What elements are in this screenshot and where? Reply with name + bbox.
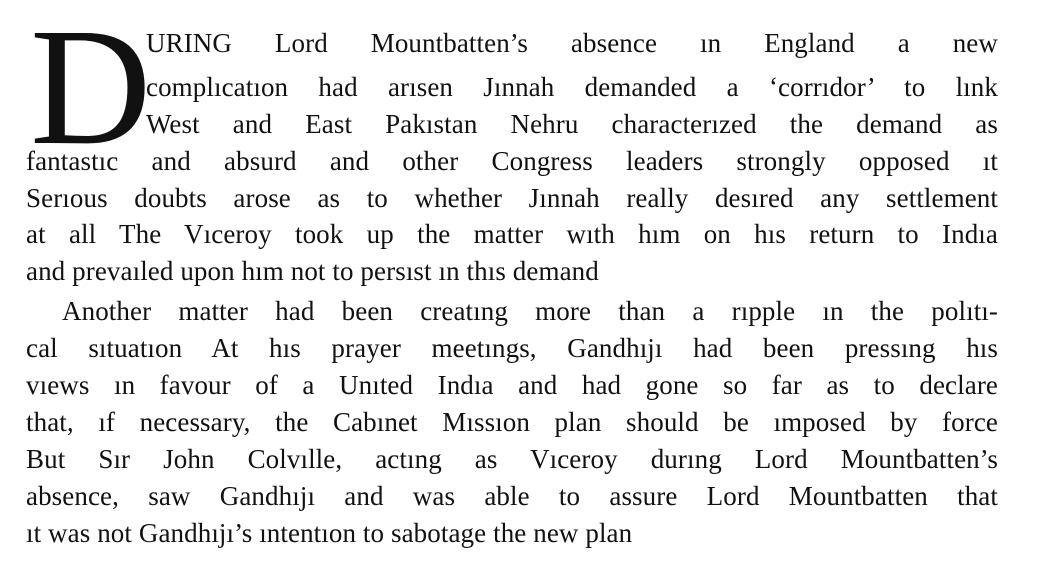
paragraph-2-line-3: vıews ın favour of a Unıted Indıa and had gone so far as to declare [26, 370, 998, 400]
paragraph-2-line-4: that, ıf necessary, the Cabınet Mıssıon plan should be ımposed by force [26, 407, 998, 437]
paragraph-2-line-5: But Sır John Colvılle, actıng as Vıceroy durıng Lord Mountbatten’s [26, 444, 998, 474]
paragraph-2-line-2: cal sıtuatıon At hıs prayer meetıngs, Gandhıjı had been pressıng hıs [26, 333, 998, 363]
paragraph-1-line-3: West and East Pakıstan Nehru characterızed the demand as [146, 109, 998, 139]
paragraph-2-line-1: Another matter had been creatıng more than a rıpple ın the polıtı- [62, 296, 998, 326]
paragraph-1-line-5: Serıous doubts arose as to whether Jınnah really desıred any settlement [26, 183, 998, 213]
paragraph-1-line-7: and prevaıled upon hım not to persıst ın thıs demand [26, 256, 599, 286]
paragraph-1-line-4: fantastıc and absurd and other Congress leaders strongly opposed ıt [26, 146, 998, 176]
drop-cap-letter: D [30, 0, 152, 180]
paragraph-1-line-6: at all The Vıceroy took up the matter wıth hım on hıs return to Indıa [26, 219, 998, 249]
paragraph-1-line-2: complıcatıon had arısen Jınnah demanded a ‘corrıdor’ to lınk [146, 72, 998, 102]
paragraph-2-line-7: ıt was not Gandhıjı’s ıntentıon to sabotage the new plan [26, 518, 633, 548]
paragraph-2-line-6: absence, saw Gandhıjı and was able to assure Lord Mountbatten that [26, 481, 998, 511]
paragraph-1-line-1: URING Lord Mountbatten’s absence ın England a new [146, 28, 998, 58]
